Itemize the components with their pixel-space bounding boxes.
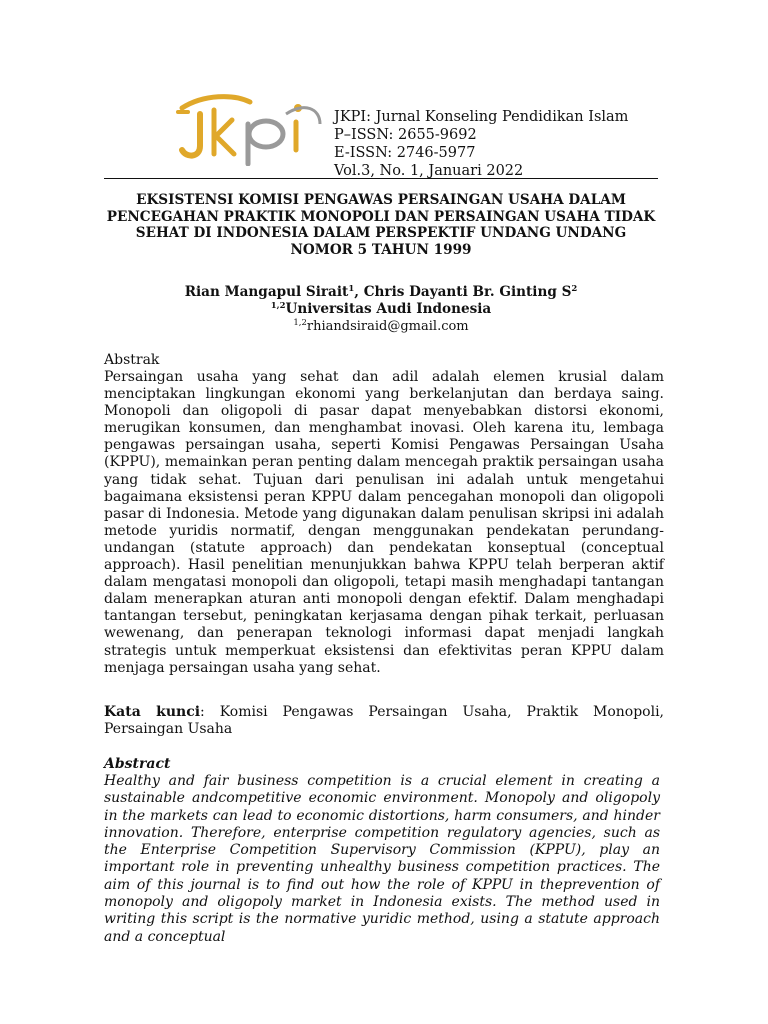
author-1-sup: 1 — [348, 284, 355, 294]
journal-info — [334, 108, 628, 180]
author-1: Rian Mangapul Sirait — [184, 284, 349, 300]
email: rhiandsiraid@gmail.com — [306, 319, 469, 334]
author-line — [104, 284, 658, 301]
affiliation-line — [104, 301, 658, 318]
keywords — [104, 704, 664, 738]
abstrak-heading: Abstrak — [104, 352, 160, 368]
author-2: Chris Dayanti Br. Ginting S — [363, 284, 572, 300]
volume-info: Vol.3, No. 1, Januari 2022 — [334, 163, 524, 179]
author-2-sup: 2 — [571, 284, 578, 294]
abstrak-body: Persaingan usaha yang sehat dan adil adalah elemen krusial dalam menciptakan lingkungan ekonomi yang berkelanjutan dan berdaya saing. Monopoli dan oligopoli di pasar dapat menyebabkan distorsi ekonomi, merugikan konsumen, dan menghambat inovasi. Oleh karena itu, lembaga pengawas persaingan usaha, seperti Komisi Pengawas Persaingan Usaha (KPPU), memainkan peran penting dalam mencegah praktik persaingan usaha yang tidak sehat. Tujuan dari penulisan ini adalah untuk mengetahui bagaimana eksistensi peran KPPU dalam pencegahan monopoli dan oligopoli pasar di Indonesia. Metode yang digunakan dalam penulisan skripsi ini adalah metode yuridis normatif, dengan menggunakan pendekatan perundang-undangan (statute approach) dan pendekatan konseptual (conceptual approach). Hasil penelitian menunjukkan bahwa KPPU telah berperan aktif dalam mengatasi monopoli dan oligopoli, tetapi masih menghadapi tantangan dalam menerapkan aturan anti monopoli dengan efektif. Dalam menghadapi tantangan tersebut, peningkatan kerjasama dengan pihak terkait, perluasan wewenang, dan penerapan teknologi informasi dapat menjadi langkah strategis untuk memperkuat eksistensi dan efektivitas peran KPPU dalam menjaga persaingan usaha yang sehat. — [104, 369, 664, 676]
email-sup: 1,2 — [293, 318, 307, 328]
header-divider — [104, 178, 658, 179]
keywords-colon: : — [200, 704, 220, 720]
abstract-heading: Abstract — [104, 756, 171, 772]
e-issn: E-ISSN: 2746-5977 — [334, 145, 476, 161]
paper-title: EKSISTENSI KOMISI PENGAWAS PERSAINGAN USAHA DALAM PENCEGAHAN PRAKTIK MONOPOLI DAN PERSAINGAN USAHA TIDAK SEHAT DI INDONESIA DALAM PERSPEKTIF UNDANG UNDANG NOMOR 5 TAHUN 1999 — [106, 192, 656, 258]
keywords-text: Komisi Pengawas Persaingan Usaha, Praktik Monopoli, Persaingan Usaha — [104, 704, 665, 737]
journal-name: JKPI: Jurnal Konseling Pendidikan Islam — [334, 109, 629, 125]
journal-header — [104, 94, 658, 178]
abstract-body: Healthy and fair business competition is a crucial element in creating a sustainable andcompetitive economic environment. Monopoly and oligopoly in the markets can lead to economic distortions, harm consumers, and hinder innovation. Therefore, enterprise competition regulatory agencies, such as the Enterprise Competition Supervisory Commission (KPPU), play an important role in preventing unhealthy business competition practices. The aim of this journal is to find out how the role of KPPU in theprevention of monopoly and oligopoly market in Indonesia exists. The method used in writing this script is the normative yuridic method, using a statute approach and a conceptual — [104, 773, 660, 945]
affiliation-sup: 1,2 — [270, 301, 286, 311]
keywords-label: Kata kunci — [104, 704, 201, 720]
author-separator: , — [354, 284, 364, 300]
affiliation: Universitas Audi Indonesia — [285, 301, 492, 317]
p-issn: P–ISSN: 2655-9692 — [334, 127, 477, 143]
email-line — [104, 318, 658, 335]
jkpi-logo-icon — [174, 94, 324, 166]
